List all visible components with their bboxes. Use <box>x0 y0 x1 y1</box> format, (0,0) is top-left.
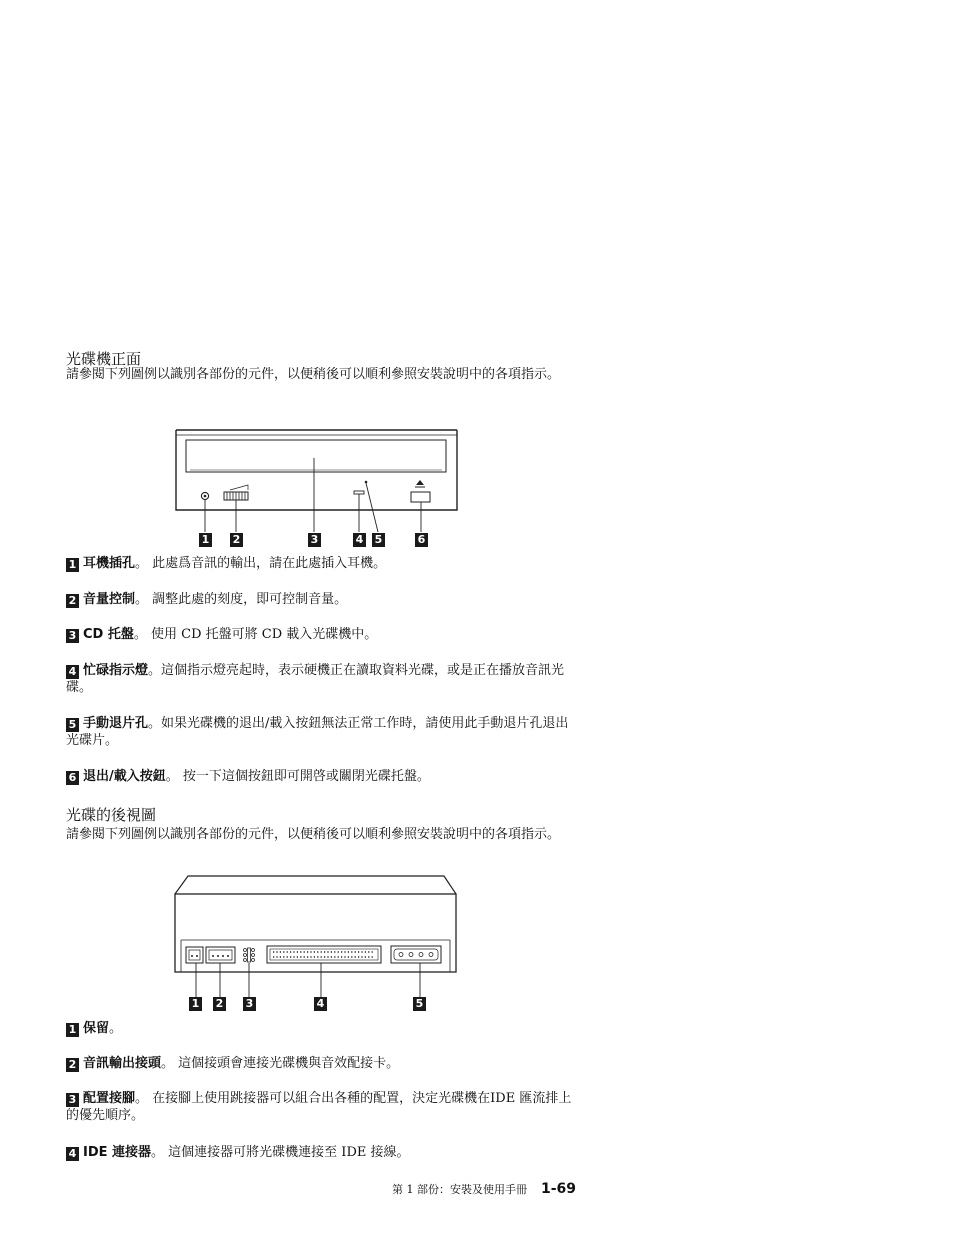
rear-callout-2: 2 <box>213 997 226 1011</box>
ide-connector-icon <box>267 946 381 963</box>
rear-callout-1: 1 <box>189 997 202 1011</box>
item-label: 退出/載入按鈕 <box>83 769 166 784</box>
front-callout-6: 6 <box>415 533 428 547</box>
item-description: 。 這個連接器可將光碟機連接至 IDE 接線。 <box>151 1145 410 1160</box>
item-number: 3 <box>66 1093 79 1107</box>
rear-item-audio-out <box>66 1055 576 1072</box>
audio-out-connector-icon <box>206 947 235 963</box>
item-label: 音訊輸出接頭 <box>83 1056 162 1071</box>
item-description: 。 按一下這個按鈕即可開啓或關閉光碟托盤。 <box>165 769 430 784</box>
item-label: CD 托盤 <box>83 627 134 642</box>
rear-item-config-pins <box>66 1090 576 1124</box>
item-number: 2 <box>66 594 79 608</box>
front-item-tray <box>66 626 576 643</box>
item-label: 音量控制 <box>83 592 136 607</box>
item-number: 4 <box>66 665 79 679</box>
item-label: IDE 連接器 <box>83 1145 152 1160</box>
item-number: 6 <box>66 771 79 785</box>
front-callout-5: 5 <box>372 533 385 547</box>
rear-callout-5: 5 <box>413 997 426 1011</box>
power-connector-icon <box>391 946 441 963</box>
rear-callout-4: 4 <box>314 997 327 1011</box>
footer-part-title: 第 1 部份：安裝及使用手冊 <box>392 1183 527 1196</box>
eject-hole-icon <box>365 481 368 484</box>
rear-intro: 請參閱下列圖例以識別各部份的元件，以便稍後可以順利參照安裝說明中的各項指示。 <box>66 827 561 842</box>
item-number: 5 <box>66 718 79 732</box>
item-number: 4 <box>66 1147 79 1161</box>
item-description: 。 這個接頭會連接光碟機與音效配接卡。 <box>161 1056 400 1071</box>
reserved-connector-icon <box>186 947 203 963</box>
eject-button-icon <box>411 480 430 502</box>
page-footer <box>392 1181 576 1197</box>
item-description: 。這個指示燈亮起時，表示硬機正在讀取資料光碟，或是正在播放音訊光碟。 <box>66 663 565 695</box>
front-callout-2: 2 <box>230 533 243 547</box>
item-description: 。 調整此處的刻度，即可控制音量。 <box>135 592 348 607</box>
item-description: 。如果光碟機的退出/載入按鈕無法正常工作時，請使用此手動退片孔退出光碟片。 <box>66 716 569 748</box>
config-jumper-icon <box>244 948 255 962</box>
front-item-busy-light <box>66 662 576 696</box>
rear-view-diagram <box>170 870 465 1012</box>
front-item-eject-button <box>66 768 576 785</box>
front-view-diagram <box>170 408 465 552</box>
item-description: 。 使用 CD 托盤可將 CD 載入光碟機中。 <box>133 627 378 642</box>
item-description: 。 在接腳上使用跳接器可以組合出各種的配置，決定光碟機在IDE 匯流排上的優先順序。 <box>66 1091 572 1123</box>
item-description: 。 <box>109 1021 123 1036</box>
item-description: 。 此處爲音訊的輸出，請在此處插入耳機。 <box>135 556 387 571</box>
item-label: 保留 <box>83 1021 110 1036</box>
front-item-headphone <box>66 555 576 572</box>
item-number: 1 <box>66 558 79 572</box>
item-label: 配置接腳 <box>83 1091 136 1106</box>
front-intro: 請參閱下列圖例以識別各部份的元件，以便稍後可以順利參照安裝說明中的各項指示。 <box>66 367 561 382</box>
rear-section-title: 光碟的後視圖 <box>66 806 157 824</box>
rear-item-ide <box>66 1144 576 1161</box>
item-label: 手動退片孔 <box>83 716 149 731</box>
busy-indicator-icon <box>354 491 364 494</box>
item-number: 2 <box>66 1058 79 1072</box>
front-item-eject-hole <box>66 715 576 749</box>
item-number: 1 <box>66 1023 79 1037</box>
front-callout-1: 1 <box>199 533 212 547</box>
item-number: 3 <box>66 629 79 643</box>
rear-callout-3: 3 <box>243 997 256 1011</box>
front-callout-3: 3 <box>308 533 321 547</box>
front-callout-4: 4 <box>353 533 366 547</box>
rear-item-reserved <box>66 1020 576 1037</box>
item-label: 忙碌指示燈 <box>83 663 149 678</box>
page-number: 1-69 <box>541 1181 577 1197</box>
volume-dial-icon <box>224 485 248 500</box>
item-label: 耳機插孔 <box>83 556 136 571</box>
front-section-title: 光碟機正面 <box>66 350 142 368</box>
front-item-volume <box>66 591 576 608</box>
